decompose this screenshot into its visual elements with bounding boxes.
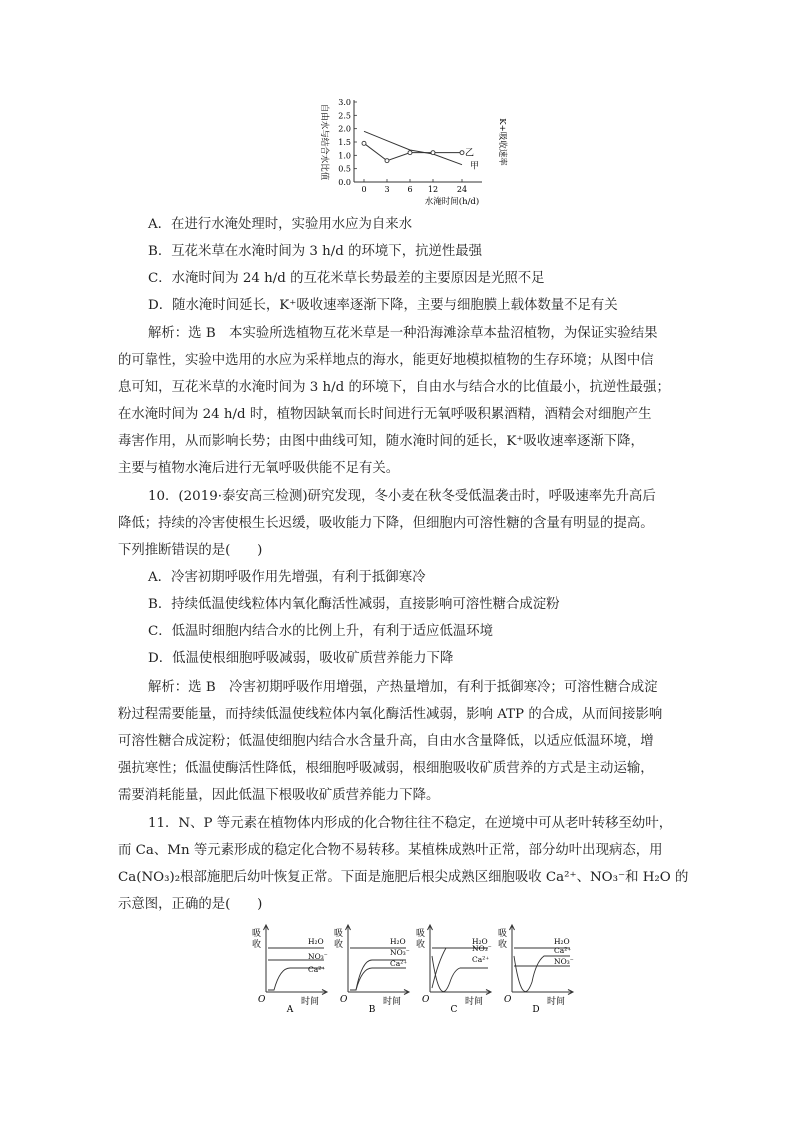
origin-label: O	[504, 995, 512, 1005]
curve-label: H₂O	[308, 937, 324, 946]
q9-analysis-line: 主要与植物水淹后进行无氧呼吸供能不足有关。	[118, 461, 400, 476]
q11-stem-line: 11．N、P 等元素在植物体内形成的化合物往往不稳定，在逆境中可从老叶转移至幼叶，	[148, 816, 673, 831]
x-axis-label: 时间	[464, 997, 484, 1007]
y-axis-label: 吸	[498, 929, 508, 939]
q9-option-a: A．在进行水淹处理时，实验用水应为自来水	[148, 217, 413, 232]
data-point	[431, 151, 435, 155]
origin-label: O	[422, 995, 430, 1005]
curve-label: H₂O	[554, 937, 570, 946]
q9-option-b: B．互花米草在水淹时间为 3 h/d 的环境下，抗逆性最强	[148, 244, 483, 259]
q9-analysis-line: 在水淹时间为 24 h/d 时，植物因缺氧而长时间进行无氧呼吸积累酒精，酒精会对细胞产生	[118, 407, 652, 422]
q11-stem-line: 而 Ca、Mn 等元素形成的稳定化合物不易转移。某植株成熟叶正常，部分幼叶出现病态，用	[118, 843, 663, 858]
x-axis-label: 水淹时间(h/d)	[424, 197, 480, 207]
q9-option-c: C．水淹时间为 24 h/d 的互花米草长势最差的主要原因是光照不足	[148, 271, 545, 286]
y-axis-label: 收	[498, 940, 508, 950]
curve-label: NO₃⁻	[472, 944, 492, 953]
water-flooding-chart	[312, 96, 512, 208]
q11-stem-line: 示意图，正确的是( )	[118, 897, 263, 912]
y-axis-label: 吸	[334, 929, 344, 939]
data-point	[362, 141, 366, 145]
series-label: 乙	[465, 148, 475, 159]
curve-label: H₂O	[390, 937, 406, 946]
x-tick-label: 6	[407, 185, 413, 194]
x-tick-label: 24	[456, 185, 468, 194]
y-axis-label: 吸	[252, 929, 262, 939]
q10-analysis-line: 粉过程需要能量，而持续低温使线粒体内氧化酶活性减弱，影响 ATP 的合成，从而间接影响	[118, 707, 663, 722]
y-tick-label: 0.5	[338, 164, 351, 174]
y-tick-label: 0.0	[338, 178, 351, 187]
x-axis-label: 时间	[300, 997, 320, 1007]
series-line-甲	[364, 131, 462, 164]
q11-stem-line: Ca(NO₃)₂根部施肥后幼叶恢复正常。下面是施肥后根尖成熟区细胞吸收 Ca²⁺、NO₃⁻和 H₂O 的	[118, 870, 689, 885]
q9-analysis-line: 的可靠性，实验中选用的水应为采样地点的海水，能更好地模拟植物的生存环境；从图中信	[118, 353, 654, 368]
x-tick-label: 0	[361, 185, 367, 194]
graph-label: C	[450, 1005, 458, 1014]
q9-analysis-line: 解析：选 B 本实验所选植物互花米草是一种沿海滩涂草本盐沼植物，为保证实验结果	[148, 326, 658, 341]
absorption-graphs	[250, 922, 580, 1014]
curve-label: H₂O	[472, 937, 488, 946]
graph-B	[334, 925, 410, 1014]
graph-label: A	[286, 1005, 294, 1014]
y-axis-label: 收	[252, 940, 262, 950]
q9-analysis-line: 息可知，互花米草的水淹时间为 3 h/d 的环境下，自由水与结合水的比值最小，抗逆性最强；	[118, 380, 670, 395]
q9-analysis-line: 毒害作用，从而影响长势；由图中曲线可知，随水淹时间的延长，K⁺吸收速率逐渐下降，	[118, 434, 644, 449]
origin-label: O	[340, 995, 348, 1005]
series-label: 甲	[470, 161, 480, 172]
q10-stem-line: 10．(2019·泰安高三检测)研究发现，冬小麦在秋冬受低温袭击时，呼吸速率先升高后	[148, 489, 656, 504]
curve-label: Ca²⁺	[390, 959, 408, 968]
q10-option-a: A．冷害初期呼吸作用先增强，有利于抵御寒冷	[148, 570, 426, 585]
q10-option-b: B．持续低温使线粒体内氧化酶活性减弱，直接影响可溶性糖合成淀粉	[148, 597, 560, 612]
series-line-乙	[364, 143, 462, 160]
y-axis-label: 自由水与结合水比值	[319, 103, 329, 181]
y-axis-label: 收	[416, 940, 426, 950]
y-tick-label: 1.0	[338, 151, 351, 161]
graph-D	[498, 925, 574, 1014]
x-tick-label: 3	[384, 185, 390, 194]
q9-option-d: D．随水淹时间延长，K⁺吸收速率逐渐下降，主要与细胞膜上载体数量不足有关	[148, 298, 618, 313]
x-tick-label: 12	[427, 185, 439, 194]
q10-analysis-line: 解析：选 B 冷害初期呼吸作用增强，产热量增加，有利于抵御寒冷；可溶性糖合成淀	[148, 680, 658, 695]
x-axis-label: 时间	[382, 997, 402, 1007]
q10-option-d: D．低温使根细胞呼吸减弱，吸收矿质营养能力下降	[148, 651, 454, 666]
x-axis-label: 时间	[546, 997, 566, 1007]
y-axis-label: 吸	[416, 929, 426, 939]
q10-analysis-line: 强抗寒性；低温使酶活性降低，根细胞呼吸减弱，根细胞吸收矿质营养的方式是主动运输，	[118, 761, 654, 776]
data-point	[460, 151, 464, 155]
graph-label: D	[532, 1005, 540, 1014]
curve-label: NO₃⁻	[554, 957, 574, 966]
y2-axis-label: K+吸收速率	[497, 118, 507, 166]
curve-label: Ca²⁺	[554, 946, 572, 955]
q10-option-c: C．低温时细胞内结合水的比例上升，有利于适应低温环境	[148, 624, 494, 639]
curve-label: NO₃⁻	[308, 952, 328, 961]
y-tick-label: 2.5	[338, 111, 351, 121]
q10-analysis-line: 可溶性糖合成淀粉；低温使细胞内结合水含量升高，自由水含量降低，以适应低温环境，增	[118, 734, 654, 749]
curve-label: Ca²⁺	[308, 965, 326, 974]
origin-label: O	[258, 995, 266, 1005]
y-tick-label: 1.5	[338, 138, 351, 147]
data-point	[385, 159, 389, 163]
q10-analysis-line: 需要消耗能量，因此低温下根吸收矿质营养能力下降。	[118, 788, 440, 803]
q10-stem-line: 降低；持续的冷害使根生长迟缓，吸收能力下降，但细胞内可溶性糖的含量有明显的提高。	[118, 516, 654, 531]
graph-C	[416, 925, 492, 1014]
curve-label: Ca²⁺	[472, 955, 490, 964]
y-axis-label: 收	[334, 940, 344, 950]
graph-A	[252, 925, 328, 1014]
data-point	[408, 151, 412, 155]
y-tick-label: 3.0	[338, 98, 351, 107]
graph-label: B	[368, 1005, 376, 1014]
y-tick-label: 2.0	[338, 124, 351, 134]
q10-stem-line: 下列推断错误的是( )	[118, 543, 263, 558]
curve-label: NO₃⁻	[390, 948, 410, 957]
